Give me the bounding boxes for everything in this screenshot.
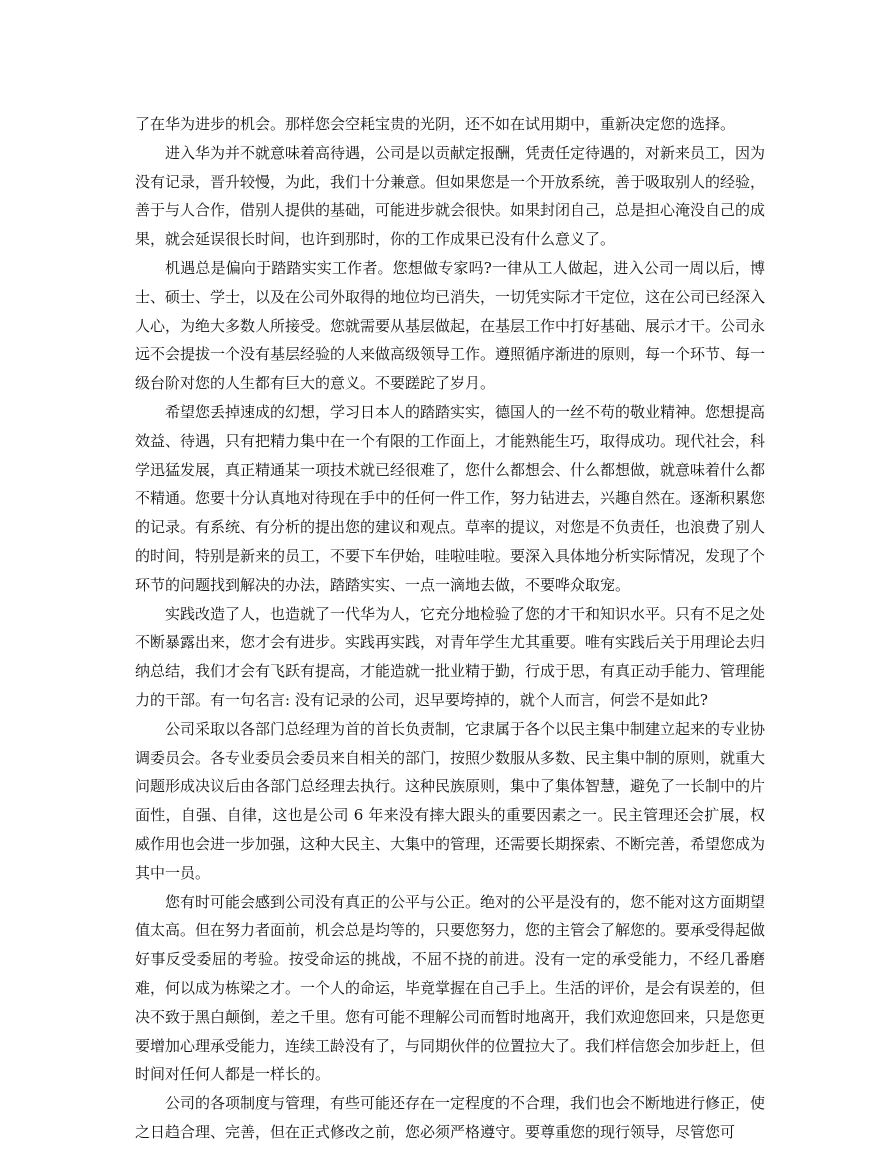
paragraph: 了在华为进步的机会。那样您会空耗宝贵的光阴，还不如在试用期中，重新决定您的选择。	[135, 115, 736, 133]
paragraph: 机遇总是偏向于踏踏实实工作者。您想做专家吗?一律从工人做起，进入公司一周以后，博士、硕士、学士，以及在公司外取得的地位均已消失，一切凭实际才干定位，这在公司已经深入人心，为绝大多数人所接受。您就需要从基层做起，在基层工作中打好基础、展示才干。公司永远不会提拔一个没有基层经验的人来做高级领导工作。遵照循序渐进的原则，每一个环节、每一级台阶对您的人生都有巨大的意义。不要蹉跎了岁月。	[135, 258, 766, 393]
paragraph: 希望您丢掉速成的幻想，学习日本人的踏踏实实，德国人的一丝不苟的敬业精神。您想提高效益、待遇，只有把精力集中在一个有限的工作面上，才能熟能生巧，取得成功。现代社会，科学迅猛发展，真正精通某一项技术就已经很难了，您什么都想会、什么都想做，就意味着什么都不精通。您要十分认真地对待现在手中的任何一件工作，努力钻进去，兴趣自然在。逐渐积累您的记录。有系统、有分析的提出您的建议和观点。草率的提议，对您是不负责任，也浪费了别人的时间，特别是新来的员工，不要下车伊始，哇啦哇啦。要深入具体地分析实际情况，发现了个环节的问题找到解决的办法，踏踏实实、一点一滴地去做，不要哗众取宠。	[135, 402, 766, 594]
paragraph: 实践改造了人，也造就了一代华为人，它充分地检验了您的才干和知识水平。只有不足之处不断暴露出来，您才会有进步。实践再实践，对青年学生尤其重要。唯有实践后关于用理论去归纳总结，我们才会有飞跃有提高，才能造就一批业精于勤，行成于思，有真正动手能力、管理能力的干部。有一句名言: 没有记录的公司，迟早要垮掉的，就个人而言，何尝不是如此?	[135, 604, 766, 709]
document-body	[135, 110, 765, 1147]
paragraph: 进入华为并不就意味着高待遇，公司是以贡献定报酬，凭责任定待遇的，对新来员工，因为没有记录，晋升较慢，为此，我们十分兼意。但如果您是一个开放系统，善于吸取别人的经验，善于与人合作，借别人提供的基础，可能进步就会很快。如果封闭自己，总是担心淹没自己的成果，就会延误很长时间，也许到那时，你的工作成果已没有什么意义了。	[135, 143, 766, 249]
paragraph: 您有时可能会感到公司没有真正的公平与公正。绝对的公平是没有的，您不能对这方面期望值太高。但在努力者面前，机会总是均等的，只要您努力，您的主管会了解您的。要承受得起做好事反受委屈的考验。按受命运的挑战，不屈不挠的前进。没有一定的承受能力，不经几番磨难，何以成为栋梁之才。一个人的命运，毕竟掌握在自己手上。生活的评价，是会有误差的，但决不致于黑白颠倒，差之千里。您有可能不理解公司而暂时地离开，我们欢迎您回来，只是您更要增加心理承受能力，连续工龄没有了，与同期伙伴的位置拉大了。我们样信您会加步赶上，但时间对任何人都是一样长的。	[135, 892, 766, 1084]
paragraph: 公司的各项制度与管理，有些可能还存在一定程度的不合理，我们也会不断地进行修正，使之日趋合理、完善，但在正式修改之前，您必须严格遵守。要尊重您的现行领导，尽管您可	[135, 1094, 766, 1141]
paragraph: 公司采取以各部门总经理为首的首长负责制，它隶属于各个以民主集中制建立起来的专业协调委员会。各专业委员会委员来自相关的部门，按照少数服从多数、民主集中制的原则，就重大问题形成决议后由各部门总经理去执行。这种民族原则，集中了集体智慧，避免了一长制中的片面性，自强、自律，这也是公司 6 年来没有摔大跟头的重要因素之一。民主管理还会扩展，权威作用也会进一步加强，这种大民主、大集中的管理，还需要长期探索、不断完善，希望您成为其中一员。	[135, 719, 766, 882]
